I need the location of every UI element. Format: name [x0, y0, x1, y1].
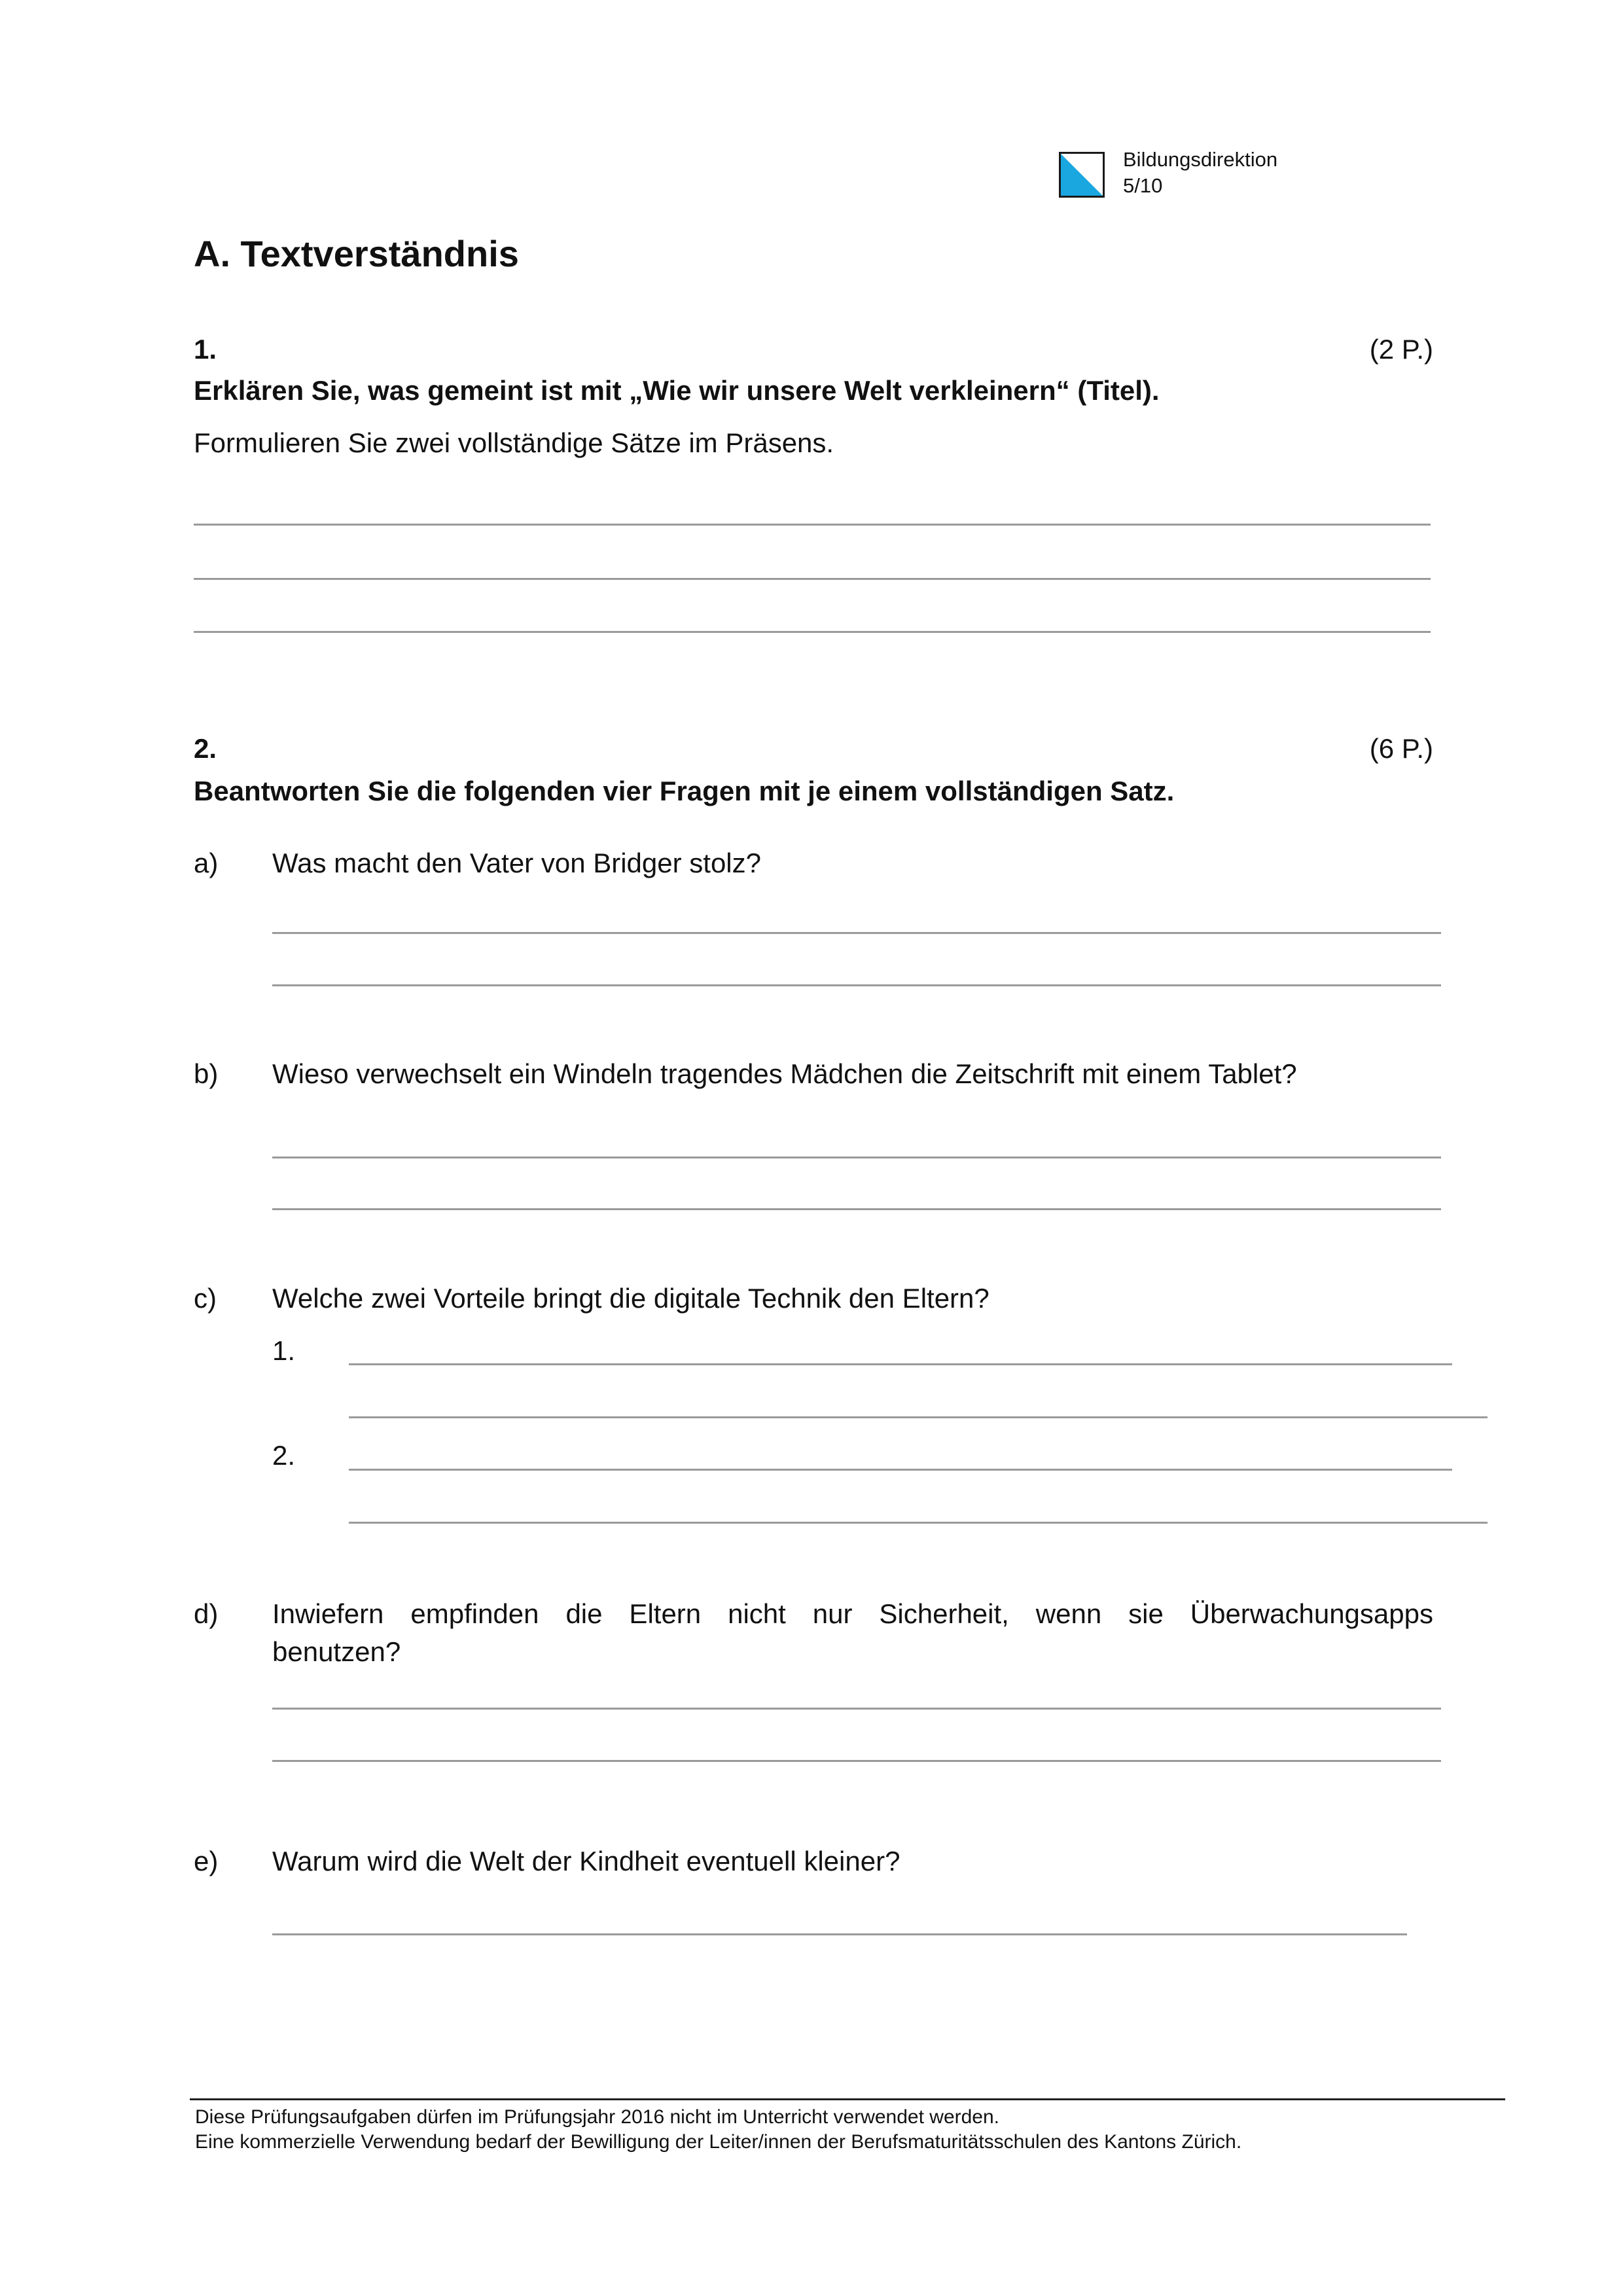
question-a-label: a) [194, 848, 219, 878]
answer-line-c2a[interactable] [349, 1469, 1452, 1471]
canton-logo-icon [1059, 152, 1105, 198]
task2-points: (6 P.) [1369, 733, 1433, 764]
task1-number: 1. [194, 334, 217, 365]
answer-line[interactable] [194, 524, 1431, 526]
task1-note: Formulieren Sie zwei vollständige Sätze im Präsens. [194, 427, 834, 458]
section-title: A. Textverständnis [194, 233, 519, 274]
question-c-sub2-label: 2. [272, 1440, 296, 1471]
question-d-label: d) [194, 1598, 219, 1629]
question-d-text: Inwiefern empfinden die Eltern nicht nur Sicherheit, wenn sie Überwachungsapps [272, 1598, 1433, 1629]
question-b-label: b) [194, 1058, 219, 1089]
answer-line[interactable] [194, 578, 1431, 580]
answer-line-d2[interactable] [272, 1760, 1441, 1762]
answer-line-a1[interactable] [272, 932, 1441, 934]
answer-line[interactable] [194, 631, 1431, 633]
question-e-label: e) [194, 1846, 219, 1876]
footer-rule [190, 2098, 1505, 2100]
question-b-text: Wieso verwechselt ein Windeln tragendes Mädchen die Zeitschrift mit einem Tablet? [272, 1058, 1297, 1089]
answer-line-a2[interactable] [272, 984, 1441, 986]
question-a-text: Was macht den Vater von Bridger stolz? [272, 848, 761, 878]
answer-line-b2[interactable] [272, 1208, 1441, 1210]
answer-line-e1[interactable] [272, 1933, 1407, 1935]
footer-line-1: Diese Prüfungsaufgaben dürfen im Prüfungsjahr 2016 nicht im Unterricht verwendet werden. [195, 2106, 1000, 2128]
answer-line-d1[interactable] [272, 1708, 1441, 1710]
task1-points: (2 P.) [1369, 334, 1433, 365]
question-c-label: c) [194, 1283, 217, 1314]
task2-number: 2. [194, 733, 217, 764]
answer-line-c2b[interactable] [349, 1522, 1488, 1524]
question-c-text: Welche zwei Vorteile bringt die digitale Technik den Eltern? [272, 1283, 990, 1314]
question-e-text: Warum wird die Welt der Kindheit eventuell kleiner? [272, 1846, 901, 1876]
task1-instruction: Erklären Sie, was gemeint ist mit „Wie wir unsere Welt verkleinern“ (Titel). [194, 375, 1160, 406]
question-c-sub1-label: 1. [272, 1335, 296, 1366]
header-org: Bildungsdirektion [1123, 148, 1278, 171]
answer-line-c1a[interactable] [349, 1363, 1452, 1365]
header-page-number: 5/10 [1123, 174, 1163, 197]
answer-line-b1[interactable] [272, 1157, 1441, 1158]
footer-line-2: Eine kommerzielle Verwendung bedarf der Bewilligung der Leiter/innen der Berufsmaturitätsschulen des Kantons Zürich. [195, 2131, 1242, 2153]
task2-instruction: Beantworten Sie die folgenden vier Fragen mit je einem vollständigen Satz. [194, 776, 1175, 806]
question-d-text-continued: benutzen? [272, 1636, 401, 1667]
answer-line-c1b[interactable] [349, 1416, 1488, 1418]
